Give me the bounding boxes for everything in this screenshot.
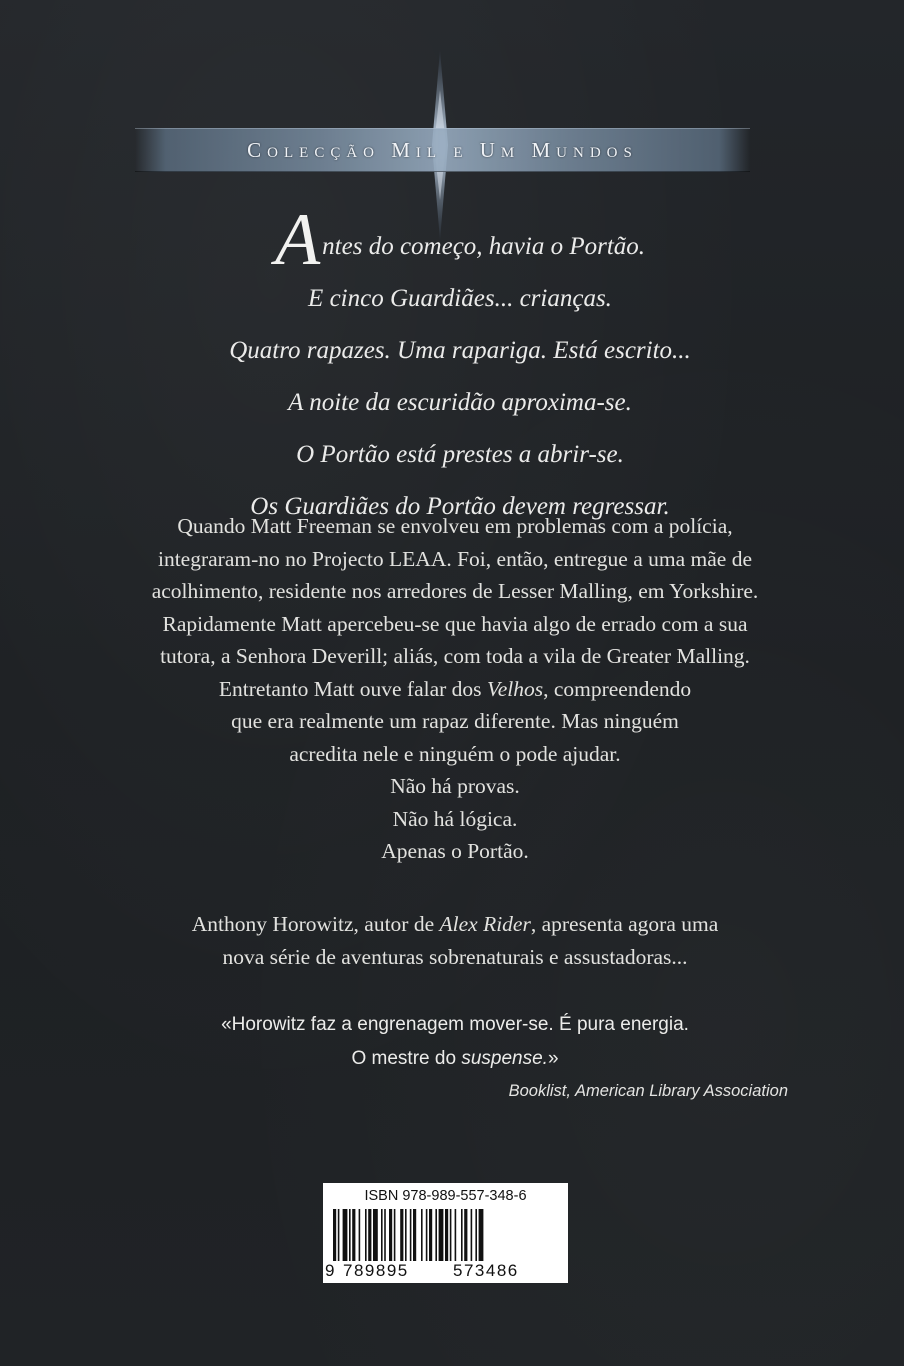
synopsis-line: que era realmente um rapaz diferente. Mas ninguém: [231, 709, 679, 733]
poem-line: A noite da escuridão aproxima-se.: [288, 389, 632, 416]
barcode-bar: [405, 1209, 407, 1261]
poem-line: Os Guardiães do Portão devem regressar.: [250, 493, 670, 520]
barcode-digits: [325, 1261, 565, 1281]
barcode-bar: [421, 1209, 423, 1261]
barcode-bar: [338, 1209, 340, 1261]
barcode-bar: [343, 1209, 348, 1261]
barcode-bar: [381, 1209, 383, 1261]
barcode-bar: [461, 1209, 463, 1261]
series-name: Colecção Mil e Um Mundos: [247, 137, 638, 162]
barcode-bar: [410, 1209, 412, 1261]
barcode-bar: [373, 1209, 378, 1261]
barcode-bar: [352, 1209, 355, 1261]
isbn-label: ISBN 978-989-557-348-6: [364, 1188, 527, 1204]
review-quote: [120, 1008, 790, 1076]
barcode-bar: [333, 1209, 336, 1261]
synopsis-line: Apenas o Portão.: [381, 839, 529, 863]
author-note: [120, 908, 790, 973]
isbn-barcode: [323, 1183, 568, 1283]
synopsis-line: Não há lógica.: [392, 806, 518, 831]
barcode-bar: [413, 1209, 416, 1261]
quote-line: O mestre do suspense.»: [351, 1048, 559, 1069]
synopsis-line: acolhimento, residente nos arredores de Lesser Malling, em Yorkshire.: [151, 579, 759, 603]
quote-source: Booklist, American Library Association: [508, 1082, 788, 1100]
barcode-bar: [400, 1209, 403, 1261]
barcode-bar: [471, 1209, 473, 1261]
barcode-bar: [429, 1209, 432, 1261]
barcode-bar: [365, 1209, 367, 1261]
synopsis-line: tutora, a Senhora Deverill; aliás, com toda a vila de Greater Malling.: [160, 644, 750, 668]
quote-line: «Horowitz faz a engrenagem mover-se. É pura energia.: [221, 1014, 689, 1035]
synopsis-line: Entretanto Matt ouve falar dos Velhos, compreendendo: [218, 676, 692, 701]
barcode-bar: [479, 1209, 484, 1261]
barcode-bar: [435, 1209, 437, 1261]
barcode-bar: [445, 1209, 448, 1261]
barcode-bar: [426, 1209, 428, 1261]
barcode-bar: [394, 1209, 396, 1261]
barcode-digit-lead: 9: [325, 1261, 335, 1280]
author-note-line: nova série de aventuras sobrenaturais e assustadoras...: [222, 944, 688, 969]
series-banner: [135, 128, 750, 172]
barcode-bar: [384, 1209, 386, 1261]
barcode-bar: [349, 1209, 351, 1261]
barcode-bar: [389, 1209, 392, 1261]
intro-poem: [200, 199, 720, 533]
synopsis-line: Não há provas.: [390, 774, 520, 798]
barcode-bar: [475, 1209, 477, 1261]
barcode-digits-left: 789895: [343, 1261, 409, 1280]
synopsis-line: Quando Matt Freeman se envolveu em problemas com a polícia,: [177, 514, 733, 538]
poem-line: Antes do começo, havia o Portão.: [274, 199, 646, 281]
barcode-bar: [455, 1209, 457, 1261]
barcode-bars: [333, 1209, 558, 1261]
synopsis-paragraph: [120, 510, 790, 868]
synopsis-line: Rapidamente Matt apercebeu-se que havia algo de errado com a sua: [162, 611, 748, 636]
drop-cap: A: [274, 199, 321, 281]
poem-line: E cinco Guardiães... crianças.: [308, 285, 612, 312]
barcode-bar: [359, 1209, 361, 1261]
synopsis-line: acredita nele e ninguém o pode ajudar.: [289, 741, 621, 766]
barcode-digits-right: 573486: [453, 1261, 519, 1280]
barcode-bar: [368, 1209, 371, 1261]
poem-line: O Portão está prestes a abrir-se.: [296, 441, 624, 468]
poem-line: Quatro rapazes. Uma rapariga. Está escrito...: [229, 337, 691, 364]
barcode-bar: [464, 1209, 467, 1261]
barcode-bar: [439, 1209, 444, 1261]
author-note-line: Anthony Horowitz, autor de Alex Rider, apresenta agora uma: [191, 912, 719, 936]
synopsis-line: integraram-no no Projecto LEAA. Foi, então, entregue a uma mãe de: [157, 546, 753, 571]
barcode-bar: [450, 1209, 452, 1261]
